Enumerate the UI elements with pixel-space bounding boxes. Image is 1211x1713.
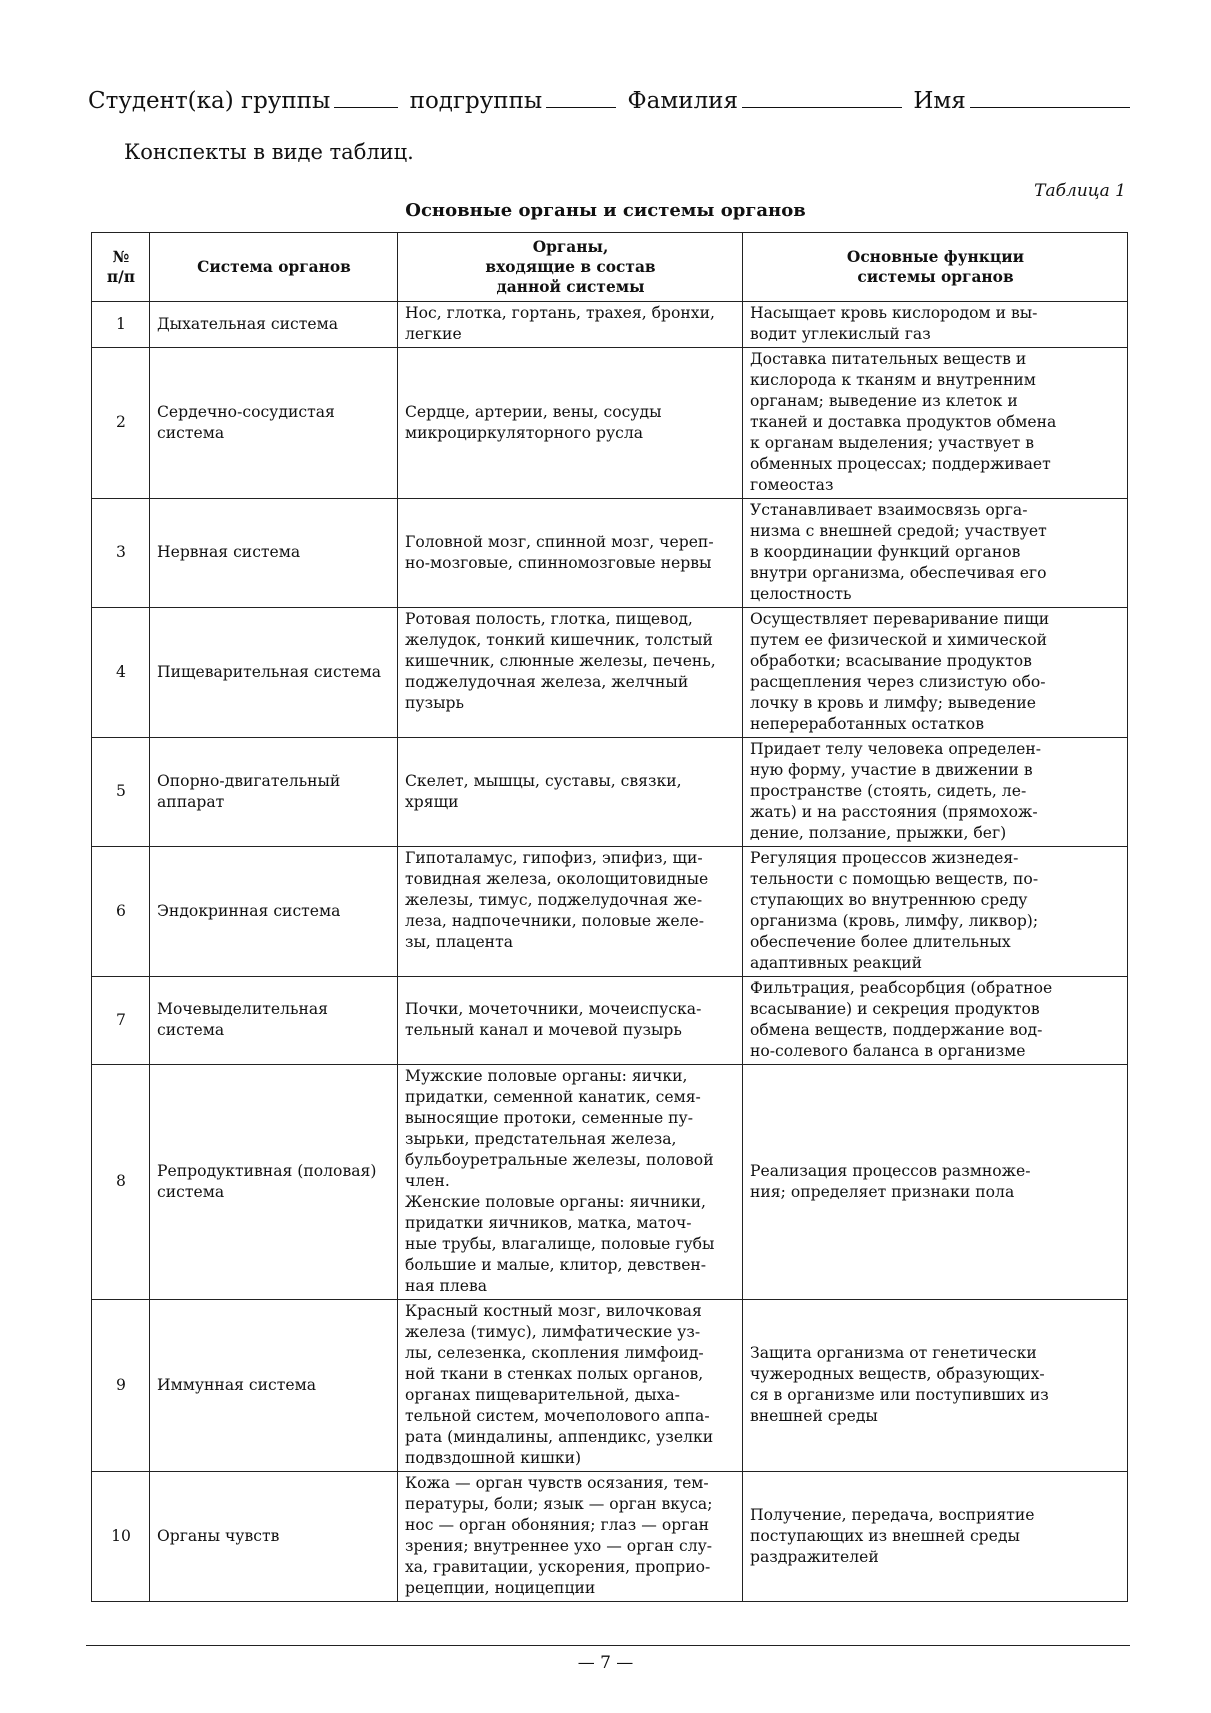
name-blank-field[interactable]: [970, 106, 1130, 108]
table-row: [92, 738, 1128, 847]
row-functions: Фильтрация, реабсорбция (обратное всасывание) и секреция продуктов обмена веществ, поддержание вод- но-солевого баланса в организме: [743, 977, 1128, 1065]
table-row: [92, 302, 1128, 348]
row-functions: Получение, передача, восприятие поступающих из внешней среды раздражителей: [743, 1472, 1128, 1602]
row-functions: Защита организма от генетически чужеродных веществ, образующих- ся в организме или поступивших из внешней среды: [743, 1300, 1128, 1472]
table-title: Основные органы и системы органов: [405, 200, 806, 221]
table-row: [92, 499, 1128, 608]
row-functions: Насыщает кровь кислородом и вы- водит углекислый газ: [743, 302, 1128, 348]
row-organs: Скелет, мышцы, суставы, связки, хрящи: [398, 738, 743, 847]
intro-text: Конспекты в виде таблиц.: [124, 140, 414, 164]
row-functions: Доставка питательных веществ и кислорода к тканям и внутренним органам; выведение из клеток и тканей и доставка продуктов обмена к органам выделения; участвует в обменных процессах; поддерживает гомеостаз: [743, 348, 1128, 499]
row-organs: Головной мозг, спинной мозг, череп- но-мозговые, спинномозговые нервы: [398, 499, 743, 608]
row-system: Опорно-двигательный аппарат: [150, 738, 398, 847]
row-functions: Устанавливает взаимосвязь орга- низма с внешней средой; участвует в координации функций органов внутри организма, обеспечивая его целостность: [743, 499, 1128, 608]
row-organs: Мужские половые органы: яички, придатки, семенной канатик, семя- выносящие протоки, семенные пу- зырьки, предстательная железа, бульбоуретральные железы, половой член. Женские половые органы: яичники, придатки яичников, матка, маточ- ные трубы, влагалище, половые губы большие и малые, клитор, девствен- ная плева: [398, 1065, 743, 1300]
row-organs: Сердце, артерии, вены, сосуды микроциркуляторного русла: [398, 348, 743, 499]
row-system: Мочевыделительная система: [150, 977, 398, 1065]
row-organs: Кожа — орган чувств осязания, тем- пературы, боли; язык — орган вкуса; нос — орган обоняния; глаз — орган зрения; внутреннее ухо — орган слу- ха, гравитации, ускорения, проприо- рецепции, ноцицепции: [398, 1472, 743, 1602]
row-organs: Нос, глотка, гортань, трахея, бронхи, легкие: [398, 302, 743, 348]
row-system: Репродуктивная (половая) система: [150, 1065, 398, 1300]
student-group-label: Студент(ка) группы: [88, 88, 331, 114]
row-system: Нервная система: [150, 499, 398, 608]
row-system: Сердечно-сосудистая система: [150, 348, 398, 499]
column-header-system: Система органов: [150, 233, 398, 302]
table-row: [92, 1472, 1128, 1602]
name-label: Имя: [913, 88, 966, 114]
table-header-row: [92, 233, 1128, 302]
subgroup-blank-field[interactable]: [546, 106, 616, 108]
row-number: 4: [92, 608, 150, 738]
row-system: Органы чувств: [150, 1472, 398, 1602]
subgroup-label: подгруппы: [409, 88, 543, 114]
row-functions: Осуществляет переваривание пищи путем ее физической и химической обработки; всасывание продуктов расщепления через слизистую обо- лочку в кровь и лимфу; выведение непереработанных остатков: [743, 608, 1128, 738]
row-number: 6: [92, 847, 150, 977]
row-system: Эндокринная система: [150, 847, 398, 977]
column-header-functions: Основные функции системы органов: [743, 233, 1128, 302]
row-system: Пищеварительная система: [150, 608, 398, 738]
column-header-organs: Органы, входящие в состав данной системы: [398, 233, 743, 302]
row-organs: Почки, мочеточники, мочеиспуска- тельный канал и мочевой пузырь: [398, 977, 743, 1065]
row-number: 1: [92, 302, 150, 348]
row-organs: Красный костный мозг, вилочковая железа (тимус), лимфатические уз- лы, селезенка, скопления лимфоид- ной ткани в стенках полых органов, органах пищеварительной, дыха- тельной систем, мочеполового аппа- рата (миндалины, аппендикс, узелки подвздошной кишки): [398, 1300, 743, 1472]
table-label: Таблица 1: [1034, 181, 1126, 201]
organ-systems-table: [91, 232, 1128, 1602]
table-row: [92, 608, 1128, 738]
row-system: Дыхательная система: [150, 302, 398, 348]
row-number: 10: [92, 1472, 150, 1602]
row-functions: Реализация процессов размноже- ния; определяет признаки пола: [743, 1065, 1128, 1300]
surname-blank-field[interactable]: [742, 106, 902, 108]
page-number: — 7 —: [577, 1653, 634, 1673]
table-row: [92, 348, 1128, 499]
row-system: Иммунная система: [150, 1300, 398, 1472]
row-number: 8: [92, 1065, 150, 1300]
surname-label: Фамилия: [627, 88, 739, 114]
student-info-line: [88, 88, 1128, 114]
table-row: [92, 1065, 1128, 1300]
row-organs: Гипоталамус, гипофиз, эпифиз, щи- товидная железа, околощитовидные железы, тимус, поджелудочная же- леза, надпочечники, половые желе- зы, плацента: [398, 847, 743, 977]
group-blank-field[interactable]: [334, 106, 398, 108]
table-row: [92, 1300, 1128, 1472]
row-number: 3: [92, 499, 150, 608]
table-row: [92, 977, 1128, 1065]
row-number: 9: [92, 1300, 150, 1472]
footer-divider: [86, 1645, 1130, 1646]
row-number: 2: [92, 348, 150, 499]
table-row: [92, 847, 1128, 977]
row-number: 5: [92, 738, 150, 847]
row-organs: Ротовая полость, глотка, пищевод, желудок, тонкий кишечник, толстый кишечник, слюнные железы, печень, поджелудочная железа, желчный пузырь: [398, 608, 743, 738]
row-number: 7: [92, 977, 150, 1065]
row-functions: Регуляция процессов жизнедея- тельности с помощью веществ, по- ступающих во внутреннюю среду организма (кровь, лимфу, ликвор); обеспечение более длительных адаптивных реакций: [743, 847, 1128, 977]
row-functions: Придает телу человека определен- ную форму, участие в движении в пространстве (стоять, сидеть, ле- жать) и на расстояния (прямохож- дение, ползание, прыжки, бег): [743, 738, 1128, 847]
column-header-number: № п/п: [92, 233, 150, 302]
